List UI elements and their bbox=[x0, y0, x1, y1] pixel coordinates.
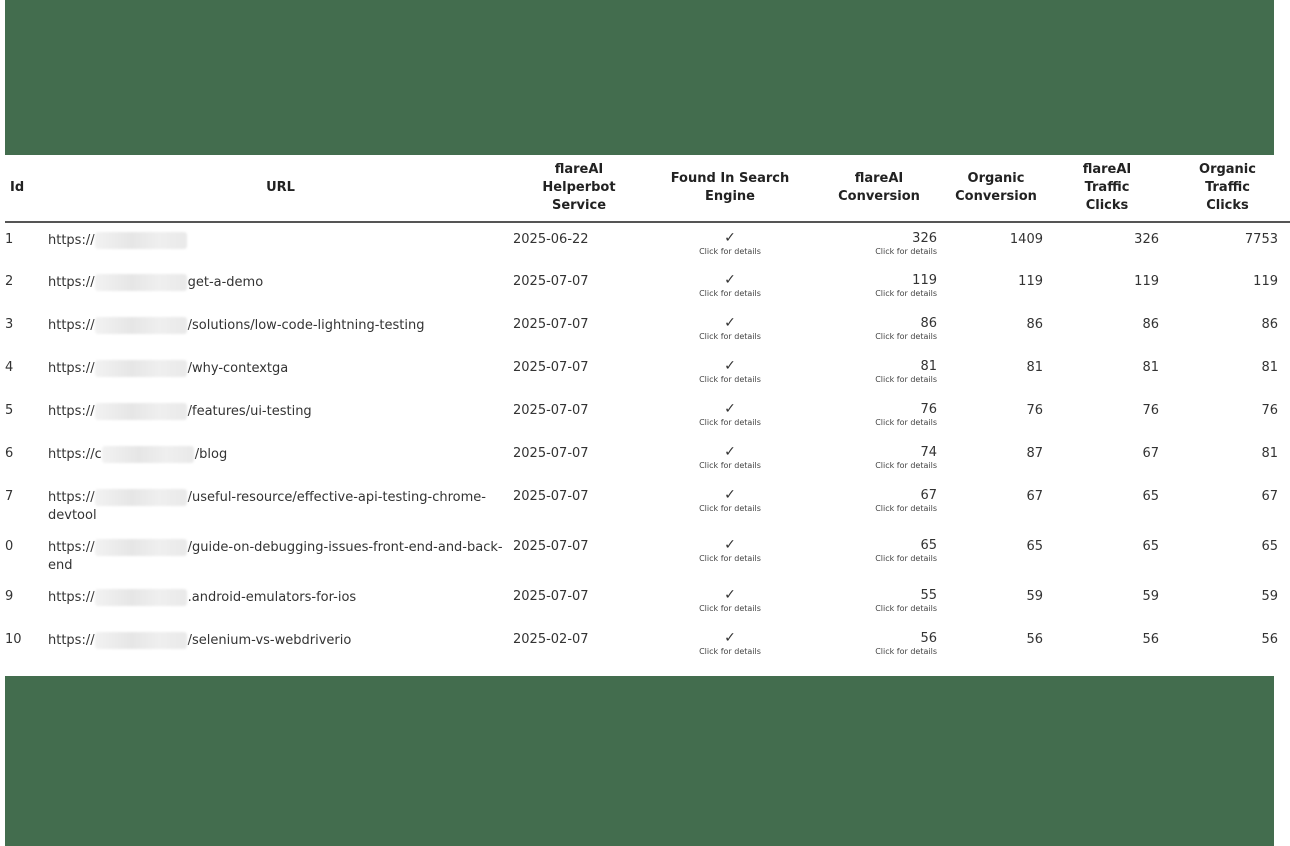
url-path-continued: devtool bbox=[48, 508, 97, 523]
row-flare-clicks: 81 bbox=[1142, 360, 1159, 375]
redacted-domain bbox=[95, 489, 187, 506]
row-flare-clicks: 67 bbox=[1142, 446, 1159, 461]
row-url[interactable] bbox=[48, 530, 513, 580]
check-icon: ✓ bbox=[724, 315, 736, 331]
redacted-domain bbox=[95, 317, 187, 334]
url-prefix: https:// bbox=[48, 361, 95, 376]
flare-conversion-value: 76 bbox=[920, 402, 937, 417]
details-link[interactable]: Click for details bbox=[699, 647, 761, 656]
row-found-in-search[interactable] bbox=[645, 530, 815, 580]
row-organic-clicks: 59 bbox=[1261, 589, 1278, 604]
url-path: /why-contextga bbox=[187, 361, 289, 376]
url-path: .android-emulators-for-ios bbox=[187, 590, 357, 605]
table-row bbox=[5, 222, 1290, 265]
row-flare-conversion[interactable] bbox=[815, 394, 943, 437]
row-id: 4 bbox=[5, 360, 14, 375]
row-url[interactable] bbox=[48, 623, 513, 666]
redacted-domain bbox=[95, 403, 187, 420]
row-id: 7 bbox=[5, 489, 14, 504]
table-row bbox=[5, 530, 1290, 580]
redacted-domain bbox=[95, 539, 187, 556]
redacted-domain bbox=[102, 446, 194, 463]
row-id: 6 bbox=[5, 446, 14, 461]
row-url[interactable] bbox=[48, 308, 513, 351]
row-organic-clicks: 86 bbox=[1261, 317, 1278, 332]
table-row bbox=[5, 580, 1290, 623]
row-helperbot-date: 2025-07-07 bbox=[513, 589, 589, 604]
url-prefix: https:// bbox=[48, 404, 95, 419]
row-organic-clicks: 65 bbox=[1261, 539, 1278, 554]
row-found-in-search[interactable] bbox=[645, 480, 815, 530]
row-helperbot-date: 2025-07-07 bbox=[513, 539, 589, 554]
flare-conversion-value: 56 bbox=[920, 631, 937, 646]
flare-conversion-value: 81 bbox=[920, 359, 937, 374]
table-row bbox=[5, 308, 1290, 351]
row-flare-conversion[interactable] bbox=[815, 480, 943, 530]
row-flare-conversion[interactable] bbox=[815, 351, 943, 394]
col-header-found-in-search[interactable]: Found In Search Engine bbox=[645, 155, 815, 222]
details-link[interactable]: Click for details bbox=[875, 418, 937, 427]
row-flare-conversion[interactable] bbox=[815, 437, 943, 480]
row-id: 10 bbox=[5, 632, 22, 647]
table-body bbox=[5, 222, 1290, 666]
check-icon: ✓ bbox=[724, 272, 736, 288]
row-flare-clicks: 56 bbox=[1142, 632, 1159, 647]
details-link[interactable]: Click for details bbox=[699, 332, 761, 341]
col-header-helperbot[interactable]: flareAI Helperbot Service bbox=[513, 155, 645, 222]
row-flare-clicks: 326 bbox=[1134, 232, 1159, 247]
bottom-green-band bbox=[5, 676, 1274, 846]
row-organic-clicks: 76 bbox=[1261, 403, 1278, 418]
redacted-domain bbox=[95, 360, 187, 377]
row-flare-conversion[interactable] bbox=[815, 222, 943, 265]
check-icon: ✓ bbox=[724, 587, 736, 603]
url-path-continued: end bbox=[48, 558, 73, 573]
details-link[interactable]: Click for details bbox=[699, 461, 761, 470]
row-url[interactable] bbox=[48, 437, 513, 480]
row-found-in-search[interactable] bbox=[645, 308, 815, 351]
row-organic-conversion: 81 bbox=[1026, 360, 1043, 375]
row-flare-clicks: 65 bbox=[1142, 489, 1159, 504]
row-organic-clicks: 67 bbox=[1261, 489, 1278, 504]
row-organic-conversion: 87 bbox=[1026, 446, 1043, 461]
details-link[interactable]: Click for details bbox=[875, 289, 937, 298]
top-green-band bbox=[5, 0, 1274, 155]
flare-conversion-value: 65 bbox=[920, 538, 937, 553]
row-found-in-search[interactable] bbox=[645, 351, 815, 394]
redacted-domain bbox=[95, 274, 187, 291]
url-prefix: https:// bbox=[48, 540, 95, 555]
details-link[interactable]: Click for details bbox=[875, 247, 937, 256]
row-helperbot-date: 2025-07-07 bbox=[513, 274, 589, 289]
row-organic-conversion: 56 bbox=[1026, 632, 1043, 647]
check-icon: ✓ bbox=[724, 487, 736, 503]
table-row bbox=[5, 623, 1290, 666]
row-organic-conversion: 1409 bbox=[1009, 232, 1043, 247]
row-flare-clicks: 86 bbox=[1142, 317, 1159, 332]
check-icon: ✓ bbox=[724, 444, 736, 460]
row-found-in-search[interactable] bbox=[645, 394, 815, 437]
url-path: /useful-resource/effective-api-testing-chrome- bbox=[187, 490, 486, 505]
url-prefix: https:// bbox=[48, 590, 95, 605]
row-organic-clicks: 81 bbox=[1261, 360, 1278, 375]
row-id: 2 bbox=[5, 274, 14, 289]
details-link[interactable]: Click for details bbox=[875, 332, 937, 341]
check-icon: ✓ bbox=[724, 537, 736, 553]
header-row bbox=[5, 155, 1290, 222]
url-path: /selenium-vs-webdriverio bbox=[187, 633, 352, 648]
flare-conversion-value: 119 bbox=[912, 273, 937, 288]
check-icon: ✓ bbox=[724, 358, 736, 374]
row-organic-conversion: 119 bbox=[1018, 274, 1043, 289]
col-header-flare-clicks[interactable]: flareAI Traffic Clicks bbox=[1049, 155, 1165, 222]
url-path: /blog bbox=[194, 447, 228, 462]
results-table-panel bbox=[5, 155, 1278, 676]
row-id: 9 bbox=[5, 589, 14, 604]
row-url[interactable] bbox=[48, 480, 513, 530]
url-path: /features/ui-testing bbox=[187, 404, 312, 419]
row-helperbot-date: 2025-07-07 bbox=[513, 446, 589, 461]
check-icon: ✓ bbox=[724, 401, 736, 417]
details-link[interactable]: Click for details bbox=[875, 375, 937, 384]
row-organic-clicks: 56 bbox=[1261, 632, 1278, 647]
url-path: /solutions/low-code-lightning-testing bbox=[187, 318, 425, 333]
row-helperbot-date: 2025-07-07 bbox=[513, 360, 589, 375]
row-flare-conversion[interactable] bbox=[815, 623, 943, 666]
url-prefix: https:// bbox=[48, 318, 95, 333]
url-path: /guide-on-debugging-issues-front-end-and-back- bbox=[187, 540, 503, 555]
row-found-in-search[interactable] bbox=[645, 437, 815, 480]
row-id: 3 bbox=[5, 317, 14, 332]
col-header-organic-conversion[interactable]: Organic Conversion bbox=[943, 155, 1049, 222]
row-flare-conversion[interactable] bbox=[815, 530, 943, 580]
row-found-in-search[interactable] bbox=[645, 580, 815, 623]
url-prefix: https://c bbox=[48, 447, 102, 462]
table-row bbox=[5, 437, 1290, 480]
table-row bbox=[5, 394, 1290, 437]
flare-conversion-value: 86 bbox=[920, 316, 937, 331]
table-row bbox=[5, 351, 1290, 394]
row-url[interactable] bbox=[48, 351, 513, 394]
details-link[interactable]: Click for details bbox=[875, 647, 937, 656]
row-helperbot-date: 2025-07-07 bbox=[513, 317, 589, 332]
row-flare-conversion[interactable] bbox=[815, 265, 943, 308]
row-organic-clicks: 7753 bbox=[1244, 232, 1278, 247]
row-found-in-search[interactable] bbox=[645, 623, 815, 666]
details-link[interactable]: Click for details bbox=[875, 504, 937, 513]
row-organic-clicks: 81 bbox=[1261, 446, 1278, 461]
row-helperbot-date: 2025-07-07 bbox=[513, 403, 589, 418]
col-header-flare-conversion[interactable]: flareAI Conversion bbox=[815, 155, 943, 222]
check-icon: ✓ bbox=[724, 630, 736, 646]
row-url[interactable] bbox=[48, 265, 513, 308]
row-flare-clicks: 65 bbox=[1142, 539, 1159, 554]
row-flare-clicks: 76 bbox=[1142, 403, 1159, 418]
url-prefix: https:// bbox=[48, 490, 95, 505]
details-link[interactable]: Click for details bbox=[699, 504, 761, 513]
row-organic-clicks: 119 bbox=[1253, 274, 1278, 289]
redacted-domain bbox=[95, 632, 187, 649]
row-organic-conversion: 86 bbox=[1026, 317, 1043, 332]
check-icon: ✓ bbox=[724, 230, 736, 246]
details-link[interactable]: Click for details bbox=[699, 604, 761, 613]
url-path: get-a-demo bbox=[187, 275, 264, 290]
row-organic-conversion: 65 bbox=[1026, 539, 1043, 554]
details-link[interactable]: Click for details bbox=[699, 418, 761, 427]
col-header-organic-clicks[interactable]: Organic Traffic Clicks bbox=[1165, 155, 1290, 222]
flare-conversion-value: 74 bbox=[920, 445, 937, 460]
row-helperbot-date: 2025-06-22 bbox=[513, 232, 589, 247]
flare-conversion-value: 326 bbox=[912, 231, 937, 246]
details-link[interactable]: Click for details bbox=[699, 289, 761, 298]
row-url[interactable] bbox=[48, 394, 513, 437]
col-header-url[interactable]: URL bbox=[48, 155, 513, 222]
url-prefix: https:// bbox=[48, 633, 95, 648]
row-helperbot-date: 2025-07-07 bbox=[513, 489, 589, 504]
col-header-id[interactable]: Id bbox=[5, 155, 48, 222]
row-id: 5 bbox=[5, 403, 14, 418]
row-flare-clicks: 119 bbox=[1134, 274, 1159, 289]
url-prefix: https:// bbox=[48, 233, 95, 248]
row-flare-conversion[interactable] bbox=[815, 580, 943, 623]
details-link[interactable]: Click for details bbox=[875, 604, 937, 613]
row-organic-conversion: 76 bbox=[1026, 403, 1043, 418]
flare-conversion-value: 67 bbox=[920, 488, 937, 503]
details-link[interactable]: Click for details bbox=[699, 375, 761, 384]
details-link[interactable]: Click for details bbox=[875, 554, 937, 563]
row-url[interactable] bbox=[48, 580, 513, 623]
row-organic-conversion: 67 bbox=[1026, 489, 1043, 504]
redacted-domain bbox=[95, 232, 187, 249]
row-flare-clicks: 59 bbox=[1142, 589, 1159, 604]
row-organic-conversion: 59 bbox=[1026, 589, 1043, 604]
details-link[interactable]: Click for details bbox=[699, 554, 761, 563]
row-id: 1 bbox=[5, 232, 14, 247]
flare-conversion-value: 55 bbox=[920, 588, 937, 603]
row-id: 0 bbox=[5, 539, 14, 554]
row-found-in-search[interactable] bbox=[645, 222, 815, 265]
table-row bbox=[5, 265, 1290, 308]
row-flare-conversion[interactable] bbox=[815, 308, 943, 351]
results-table bbox=[5, 155, 1290, 666]
row-found-in-search[interactable] bbox=[645, 265, 815, 308]
row-helperbot-date: 2025-02-07 bbox=[513, 632, 589, 647]
redacted-domain bbox=[95, 589, 187, 606]
details-link[interactable]: Click for details bbox=[699, 247, 761, 256]
row-url[interactable] bbox=[48, 222, 513, 265]
url-prefix: https:// bbox=[48, 275, 95, 290]
table-row bbox=[5, 480, 1290, 530]
details-link[interactable]: Click for details bbox=[875, 461, 937, 470]
